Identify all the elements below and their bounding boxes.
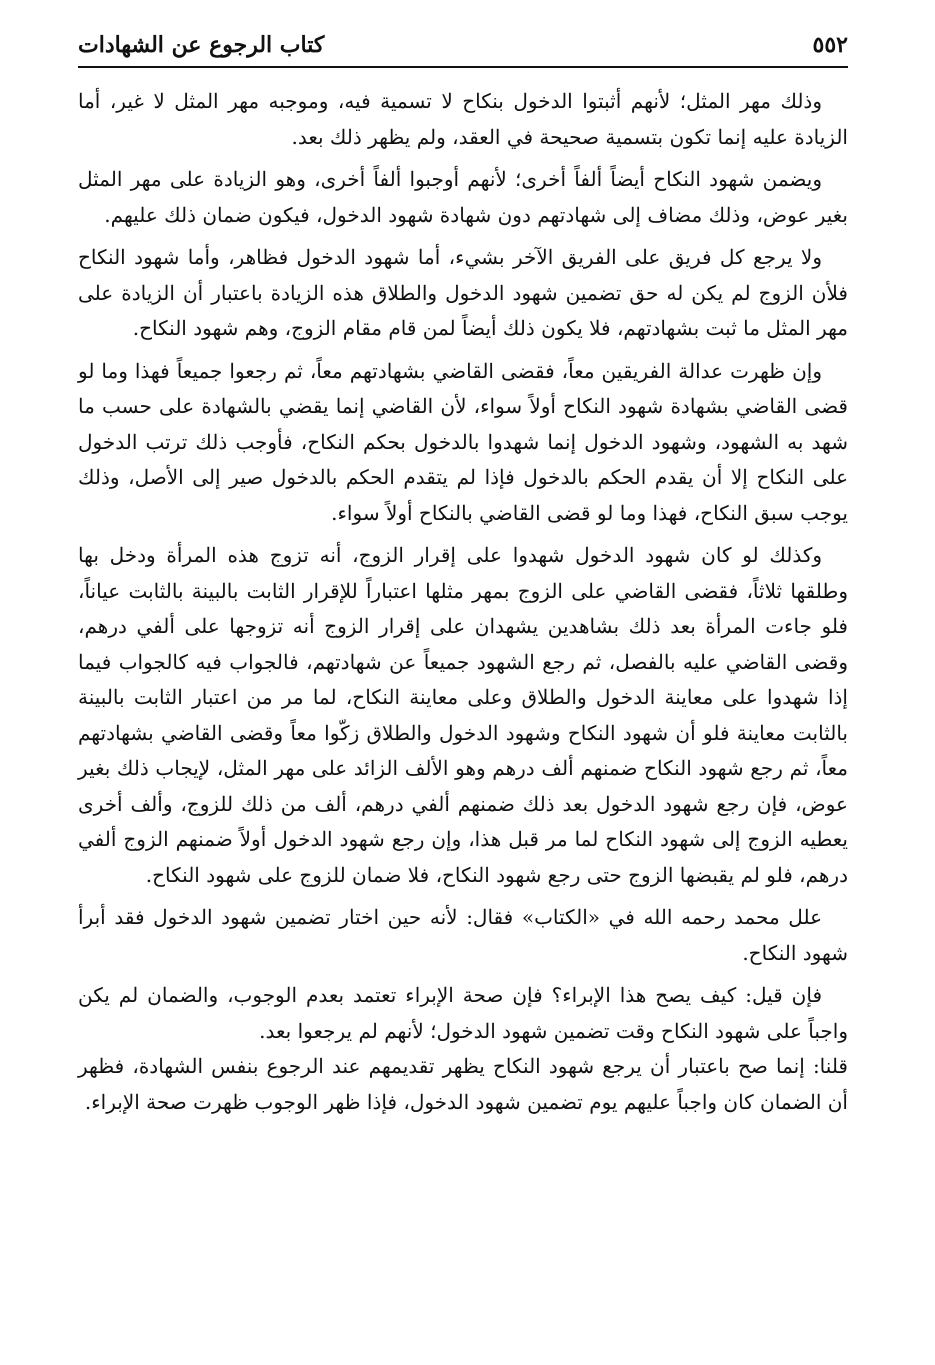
paragraph-1: وذلك مهر المثل؛ لأنهم أثبتوا الدخول بنكاح لا تسمية فيه، وموجبه مهر المثل لا غير، أما الزيادة عليه إنما تكون بتسمية صحيحة في العقد، ولم يظهر ذلك بعد. xyxy=(78,89,848,149)
paragraph-5: وكذلك لو كان شهود الدخول شهدوا على إقرار الزوج، أنه تزوج هذه المرأة ودخل بها وطلقها ثلاثاً، فقضى القاضي على الزوج بمهر مثلها اعتباراً للإقرار الثابت بالبينة بالثابت عياناً، فلو جاءت المرأة بعد ذلك بشاهدين يشهدان على إقرار الزوج أنه تزوجها على ألفي درهم، وقضى القاضي عليه بالفصل، ثم رجع الشهود جميعاً عن شهادتهم، فالجواب فيه كالجواب فيما إذا شهدوا على معاينة الدخول والطلاق وعلى معاينة النكاح، لما مر من اعتبار الثابت بالبينة بالثابت معاينة فلو أن شهود النكاح وشهود الدخول والطلاق زكّوا معاً وقضى القاضي بشهادتهم معاً، ثم رجع شهود النكاح ضمنهم ألف درهم وهو الألف الزائد على مهر المثل، لإيجاب ذلك بغير عوض، فإن رجع شهود الدخول بعد ذلك ضمنهم ألفي درهم، ألف من ذلك للزوج، وألف أخرى يعطيه الزوج إلى شهود النكاح لما مر قبل هذا، وإن رجع شهود الدخول أولاً ضمنهم الزوج ألفي درهم، فلو لم يقبضها الزوج حتى رجع شهود النكاح، فلا ضمان للزوج على شهود النكاح. xyxy=(78,543,848,887)
paragraph-8: قلنا: إنما صح باعتبار أن يرجع شهود النكاح يظهر تقديمهم عند الرجوع بنفس الشهادة، فظهر أن الضمان كان واجباً عليهم يوم تضمين شهود الدخول، فإذا ظهر الوجوب ظهرت صحة الإبراء. xyxy=(78,1054,848,1114)
page-number: ٥٥٢ xyxy=(812,32,848,58)
page-header xyxy=(78,22,848,68)
running-title: كتاب الرجوع عن الشهادات xyxy=(78,32,325,58)
page-body xyxy=(78,84,848,1120)
paragraph-7: فإن قيل: كيف يصح هذا الإبراء؟ فإن صحة الإبراء تعتمد بعدم الوجوب، والضمان لم يكن واجباً على شهود النكاح وقت تضمين شهود الدخول؛ لأنهم لم يرجعوا بعد. xyxy=(78,983,848,1043)
paragraph-3: ولا يرجع كل فريق على الفريق الآخر بشيء، أما شهود الدخول فظاهر، وأما شهود النكاح فلأن الزوج لم يكن له حق تضمين شهود الدخول والطلاق هذه الزيادة باعتبار أن الزيادة على مهر المثل ما ثبت بشهادتهم، فلا يكون ذلك أيضاً لمن قام مقام الزوج، وهم شهود النكاح. xyxy=(78,245,848,340)
paragraph-4: وإن ظهرت عدالة الفريقين معاً، فقضى القاضي بشهادتهم معاً، ثم رجعوا جميعاً فهذا وما لو قضى القاضي بشهادة شهود النكاح أولاً سواء، لأن القاضي إنما يقضي بالشهادة على حسب ما شهد به الشهود، وشهود الدخول إنما شهدوا بالدخول بحكم النكاح، فأوجب ذلك ترتب الدخول على النكاح إلا أن يقدم الحكم بالدخول فإذا لم يتقدم الحكم بالدخول صير إلى الأصل، وذلك يوجب سبق النكاح، فهذا وما لو قضى القاضي بالنكاح أولاً سواء. xyxy=(78,358,848,525)
paragraph-2: ويضمن شهود النكاح أيضاً ألفاً أخرى؛ لأنهم أوجبوا ألفاً أخرى، وهو الزيادة على مهر المثل بغير عوض، وذلك مضاف إلى شهادتهم دون شهادة شهود الدخول، فيكون ضمان ذلك عليهم. xyxy=(78,167,848,227)
book-page xyxy=(78,22,848,1127)
paragraph-6: علل محمد رحمه الله في «الكتاب» فقال: لأنه حين اختار تضمين شهود الدخول فقد أبرأ شهود النكاح. xyxy=(78,905,848,965)
